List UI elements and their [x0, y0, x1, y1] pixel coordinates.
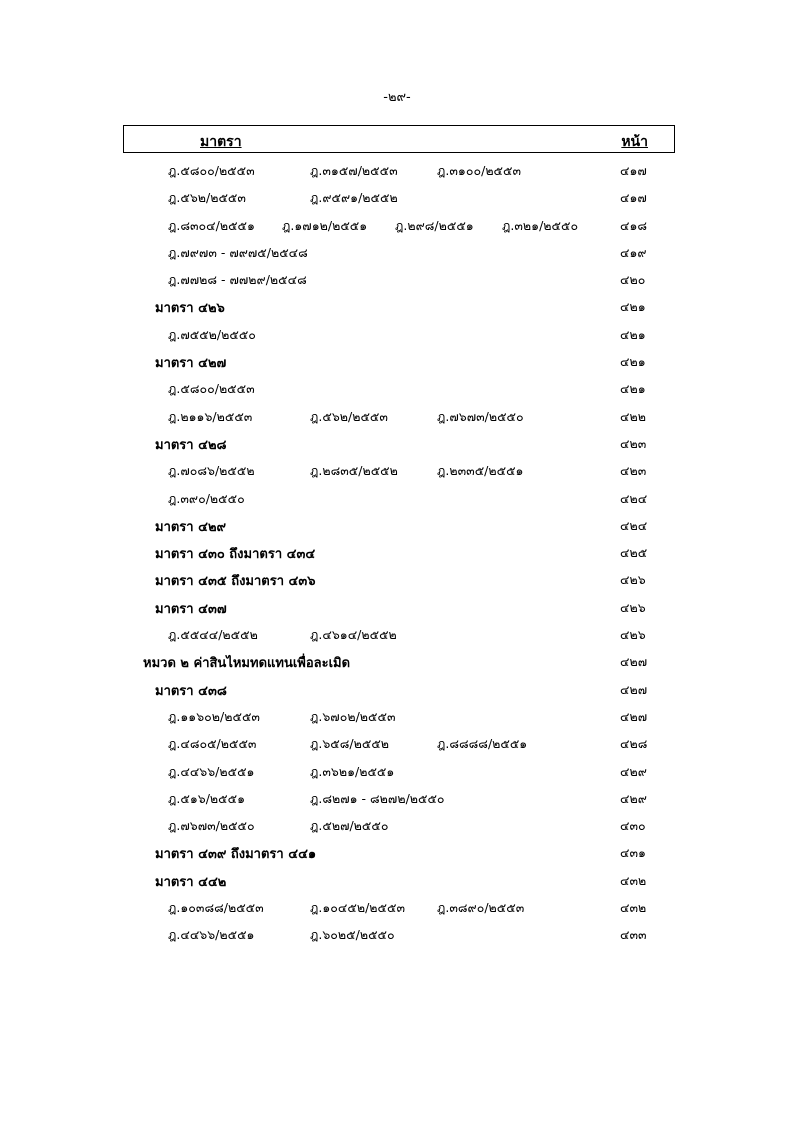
reference-row [0, 210, 794, 237]
page-ref: ๔๒๑ [620, 354, 646, 370]
section-title: มาตรา ๔๒๖ [155, 301, 225, 317]
section-row [0, 537, 794, 564]
case-reference: ฎ.๖๗๐๒/๒๕๕๓ [310, 708, 396, 724]
reference-row [0, 373, 794, 400]
case-reference: ฎ.๑๐๔๕๒/๒๕๕๓ [310, 900, 406, 916]
page-ref: ๔๓๑ [620, 845, 646, 861]
reference-row [0, 455, 794, 482]
page-ref: ๔๒๔ [620, 490, 648, 506]
case-reference: ฎ.๘๓๐๔/๒๕๕๑ [168, 217, 255, 233]
reference-row [0, 483, 794, 510]
case-reference: ฎ.๑๗๑๒/๒๕๕๑ [282, 217, 368, 233]
page-ref: ๔๑๗ [620, 190, 647, 206]
section-title: มาตรา ๔๒๘ [155, 437, 227, 453]
case-reference: ฎ.๖๐๒๕/๒๕๕๐ [310, 927, 395, 943]
index-header [123, 125, 675, 153]
section-row [0, 564, 794, 591]
case-reference: ฎ.๕๘๐๐/๒๕๕๓ [168, 381, 255, 397]
case-reference: ฎ.๕๖๒/๒๕๕๓ [310, 408, 388, 424]
page-ref: ๔๒๒ [620, 408, 646, 424]
page-ref: ๔๑๙ [620, 244, 647, 260]
reference-row [0, 810, 794, 837]
header-section-label: มาตรา [200, 134, 242, 150]
page-ref: ๔๒๘ [620, 736, 648, 752]
page-ref: ๔๒๖ [620, 599, 646, 615]
case-reference: ฎ.๗๕๕๒/๒๕๕๐ [168, 326, 256, 342]
page-ref: ๔๒๗ [620, 708, 648, 724]
page-ref: ๔๒๖ [620, 627, 646, 643]
case-reference: ฎ.๕๕๔๔/๒๕๕๒ [168, 627, 258, 643]
page-ref: ๔๒๑ [620, 299, 646, 315]
section-title: มาตรา ๔๓๐ ถึงมาตรา ๔๓๔ [155, 547, 316, 563]
index-list [0, 155, 794, 947]
section-title: มาตรา ๔๒๗ [155, 356, 227, 372]
reference-row [0, 182, 794, 209]
section-row [0, 510, 794, 537]
case-reference: ฎ.๒๘๓๕/๒๕๕๒ [310, 463, 398, 479]
page-ref: ๔๒๐ [620, 272, 646, 288]
case-reference: ฎ.๘๘๘๘/๒๕๕๑ [437, 736, 528, 752]
page-ref: ๔๓๒ [620, 900, 647, 916]
page-ref: ๔๓๓ [620, 927, 647, 943]
chapter-row [0, 646, 794, 673]
case-reference: ฎ.๒๙๘/๒๕๕๑ [395, 217, 474, 233]
page-ref: ๔๒๑ [620, 381, 646, 397]
reference-row [0, 701, 794, 728]
case-reference: ฎ.๗๗๒๘ - ๗๗๒๙/๒๕๔๘ [168, 272, 307, 288]
reference-row [0, 892, 794, 919]
case-reference: ฎ.๕๘๐๐/๒๕๕๓ [168, 163, 255, 178]
case-reference: ฎ.๔๔๖๖/๒๕๕๑ [168, 927, 255, 943]
page-ref: ๔๑๘ [620, 217, 648, 233]
page-ref: ๔๒๑ [620, 326, 646, 342]
case-reference: ฎ.๕๒๗/๒๕๕๐ [310, 818, 389, 834]
section-title: มาตรา ๔๓๘ [155, 683, 227, 699]
case-reference: ฎ.๓๙๐/๒๕๕๐ [168, 490, 245, 506]
page-ref: ๔๒๓ [620, 463, 647, 479]
page-ref: ๔๒๙ [620, 763, 647, 779]
case-reference: ฎ.๗๐๘๖/๒๕๕๒ [168, 463, 255, 479]
page-ref: ๔๓๒ [620, 872, 647, 888]
reference-row [0, 619, 794, 646]
section-row [0, 346, 794, 373]
case-reference: ฎ.๖๕๘/๒๕๕๒ [310, 736, 390, 752]
page-ref: ๔๒๙ [620, 790, 647, 806]
reference-row [0, 155, 794, 182]
page-ref: ๔๒๔ [620, 517, 648, 533]
case-reference: ฎ.๔๖๑๔/๒๕๕๒ [310, 627, 397, 643]
case-reference: ฎ.๗๙๗๓ - ๗๙๗๕/๒๕๔๘ [168, 244, 308, 260]
section-row [0, 592, 794, 619]
case-reference: ฎ.๓๘๙๐/๒๕๕๓ [437, 900, 525, 916]
reference-row [0, 401, 794, 428]
case-reference: ฎ.๓๑๐๐/๒๕๕๓ [437, 163, 522, 178]
reference-row [0, 756, 794, 783]
reference-row [0, 728, 794, 755]
header-page-label: หน้า [621, 134, 648, 150]
page-ref: ๔๒๕ [620, 545, 648, 561]
case-reference: ฎ.๙๕๙๑/๒๕๕๒ [310, 190, 398, 206]
case-reference: ฎ.๑๐๓๘๘/๒๕๕๓ [168, 900, 264, 916]
case-reference: ฎ.๕๖๒/๒๕๕๓ [168, 190, 246, 206]
reference-row [0, 319, 794, 346]
case-reference: ฎ.๗๖๗๓/๒๕๕๐ [437, 408, 524, 424]
case-reference: ฎ.๓๑๕๗/๒๕๕๓ [310, 163, 398, 178]
case-reference: ฎ.๒๑๑๖/๒๕๕๓ [168, 408, 253, 424]
page-ref: ๔๒๗ [620, 681, 648, 697]
case-reference: ฎ.๕๑๖/๒๕๕๑ [168, 790, 246, 806]
reference-row [0, 237, 794, 264]
section-row [0, 674, 794, 701]
section-row [0, 291, 794, 318]
section-title: มาตรา ๔๓๕ ถึงมาตรา ๔๓๖ [155, 574, 316, 590]
section-row [0, 837, 794, 864]
section-title: มาตรา ๔๓๗ [155, 601, 227, 617]
section-title: มาตรา ๔๒๙ [155, 519, 227, 535]
case-reference: ฎ.๗๖๗๓/๒๕๕๐ [168, 818, 255, 834]
case-reference: ฎ.๔๘๐๕/๒๕๕๓ [168, 736, 257, 752]
section-row [0, 428, 794, 455]
reference-row [0, 919, 794, 946]
page-ref: ๔๒๗ [620, 654, 648, 670]
case-reference: ฎ.๘๒๗๑ - ๘๒๗๒/๒๕๕๐ [310, 790, 445, 806]
page-number: -๒๙- [383, 90, 411, 105]
page-ref: ๔๒๖ [620, 572, 646, 588]
case-reference: ฎ.๓๒๑/๒๕๕๐ [502, 217, 579, 233]
case-reference: ฎ.๒๓๓๕/๒๕๕๑ [437, 463, 524, 479]
page-ref: ๔๓๐ [620, 818, 646, 834]
case-reference: ฎ.๑๑๖๐๒/๒๕๕๓ [168, 708, 260, 724]
reference-row [0, 264, 794, 291]
section-title: มาตรา ๔๓๙ ถึงมาตรา ๔๔๑ [155, 847, 317, 863]
page-ref: ๔๒๓ [620, 435, 647, 451]
section-title: มาตรา ๔๔๒ [155, 874, 227, 890]
case-reference: ฎ.๓๖๒๑/๒๕๕๑ [310, 763, 395, 779]
section-row [0, 865, 794, 892]
page-ref: ๔๑๗ [620, 163, 647, 178]
reference-row [0, 783, 794, 810]
case-reference: ฎ.๔๔๖๖/๒๕๕๑ [168, 763, 255, 779]
chapter-title: หมวด ๒ ค่าสินไหมทดแทนเพื่อละเมิด [143, 656, 351, 672]
